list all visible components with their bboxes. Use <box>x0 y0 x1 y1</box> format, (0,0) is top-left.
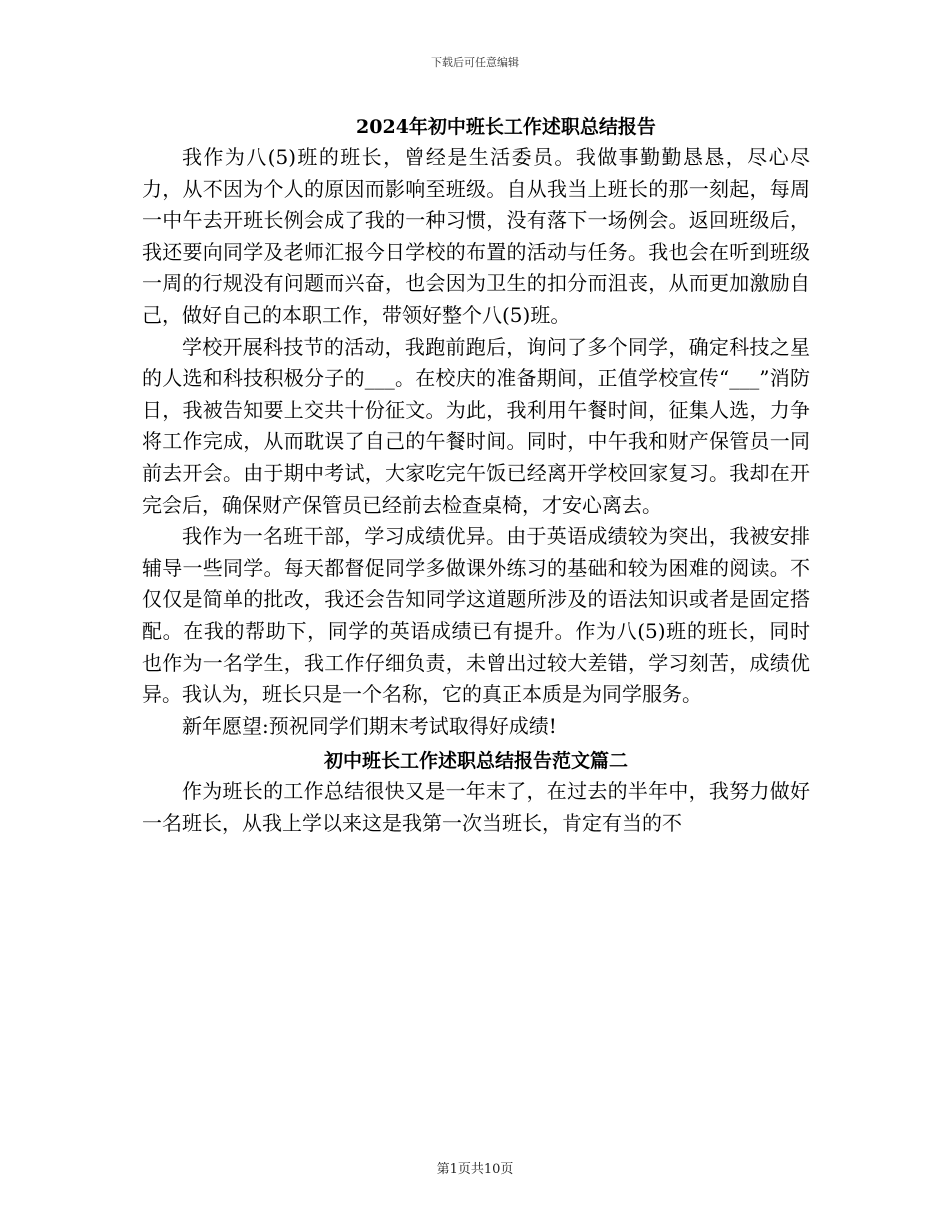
document-body <box>142 112 810 839</box>
paragraph: 我作为八(5)班的班长，曾经是生活委员。我做事勤勤恳恳，尽心尽力，从不因为个人的原因而影响至班级。自从我当上班长的那一刻起，每周一中午去开班长例会成了我的一种习惯，没有落下一场例会。返回班级后，我还要向同学及老师汇报今日学校的布置的活动与任务。我也会在听到班级一周的行规没有问题而兴奋，也会因为卫生的扣分而沮丧，从而更加激励自己，做好自己的本职工作，带领好整个八(5)班。 <box>142 145 810 327</box>
document-title: 2024年初中班长工作述职总结报告 <box>356 116 656 138</box>
paragraph: 作为班长的工作总结很快又是一年末了，在过去的半年中，我努力做好一名班长，从我上学以来这是我第一次当班长，肯定有当的不 <box>142 779 810 835</box>
paragraph: 学校开展科技节的活动，我跑前跑后，询问了多个同学，确定科技之星的人选和科技积极分子的___。在校庆的准备期间，正值学校宣传“___”消防日，我被告知要上交共十份征文。为此，我利用午餐时间，征集人选，力争将工作完成，从而耽误了自己的午餐时间。同时，中午我和财产保管员一同前去开会。由于期中考试，大家吃完午饭已经离开学校回家复习。我却在开完会后，确保财产保管员已经前去检查桌椅，才安心离去。 <box>142 334 810 517</box>
section-title: 初中班长工作述职总结报告范文篇二 <box>323 750 628 773</box>
header-note: 下载后可任意编辑 <box>431 56 519 69</box>
paragraph: 新年愿望:预祝同学们期末考试取得好成绩! <box>182 713 557 738</box>
paragraph: 我作为一名班干部，学习成绩优异。由于英语成绩较为突出，我被安排辅导一些同学。每天都督促同学多做课外练习的基础和较为困难的阅读。不仅仅是简单的批改，我还会告知同学这道题所涉及的语法知识或者是固定搭配。在我的帮助下，同学的英语成绩已有提升。作为八(5)班的班长，同时也作为一名学生，我工作仔细负责，未曾出过较大差错，学习刻苦，成绩优异。我认为，班长只是一个名称，它的真正本质是为同学服务。 <box>142 524 810 707</box>
page-number: 第1页共10页 <box>436 1162 514 1177</box>
